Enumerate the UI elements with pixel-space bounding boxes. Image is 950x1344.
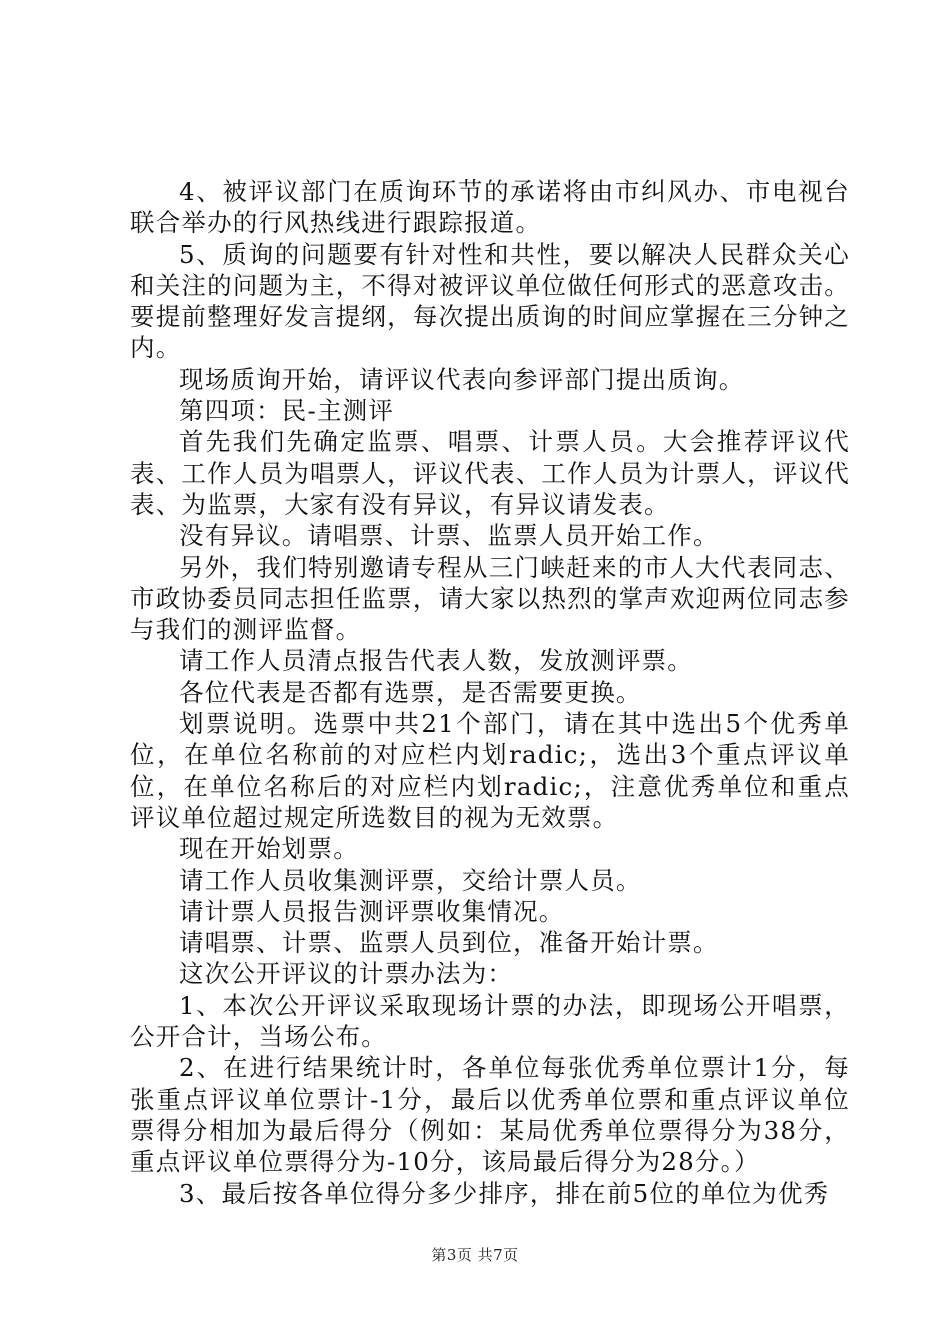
paragraph: 5、质询的问题要有针对性和共性，要以解决人民群众关心和关注的问题为主，不得对被评议单位做任何形式的恶意攻击。要提前整理好发言提纲，每次提出质询的时间应掌握在三分钟之内。 (130, 239, 850, 363)
section-heading: 第四项：民-主测评 (179, 396, 395, 426)
paragraph: 首先我们先确定监票、唱票、计票人员。大会推荐评议代表、工作人员为唱票人，评议代表、工作人员为计票人，评议代表、为监票，大家有没有异议，有异议请发表。 (130, 427, 850, 519)
paragraph: 没有异议。请唱票、计票、监票人员开始工作。 (179, 521, 719, 551)
paragraph: 各位代表是否都有选票，是否需要更换。 (179, 677, 642, 707)
paragraph: 请工作人员收集测评票，交给计票人员。 (179, 865, 642, 895)
paragraph: 另外，我们特别邀请专程从三门峡赶来的市人大代表同志、市政协委员同志担任监票，请大家以热烈的掌声欢迎两位同志参与我们的测评监督。 (130, 552, 850, 645)
paragraph: 1、本次公开评议采取现场计票的办法，即现场公开唱票，公开合计，当场公布。 (130, 990, 850, 1052)
paragraph: 请计票人员报告测评票收集情况。 (179, 896, 565, 926)
paragraph: 4、被评议部门在质询环节的承诺将由市纠风办、市电视台联合举办的行风热线进行跟踪报道。 (130, 177, 850, 238)
paragraph: 现场质询开始，请评议代表向参评部门提出质询。 (179, 364, 745, 394)
paragraph: 现在开始划票。 (179, 834, 359, 864)
paragraph: 划票说明。选票中共21个部门，请在其中选出5个优秀单位，在单位名称前的对应栏内划radic;，选出3个重点评议单位，在单位名称后的对应栏内划radic;，注意优秀单位和重点评议单位超过规定所选数目的视为无效票。 (130, 709, 850, 832)
paragraph: 请工作人员清点报告代表人数，发放测评票。 (179, 646, 693, 676)
paragraph: 请唱票、计票、监票人员到位，准备开始计票。 (179, 928, 719, 958)
paragraph: 这次公开评议的计票办法为： (179, 959, 514, 989)
document-body (130, 176, 850, 1209)
page-number-footer: 第3页 共7页 (431, 1246, 519, 1264)
paragraph: 3、最后按各单位得分多少排序，排在前5位的单位为优秀 (179, 1178, 830, 1208)
paragraph: 2、在进行结果统计时，各单位每张优秀单位票计1分，每张重点评议单位票计-1分，最后以优秀单位票和重点评议单位票得分相加为最后得分（例如：某局优秀单位票得分为38分，重点评议单位票得分为-10分，该局最后得分为28分。） (130, 1053, 850, 1177)
